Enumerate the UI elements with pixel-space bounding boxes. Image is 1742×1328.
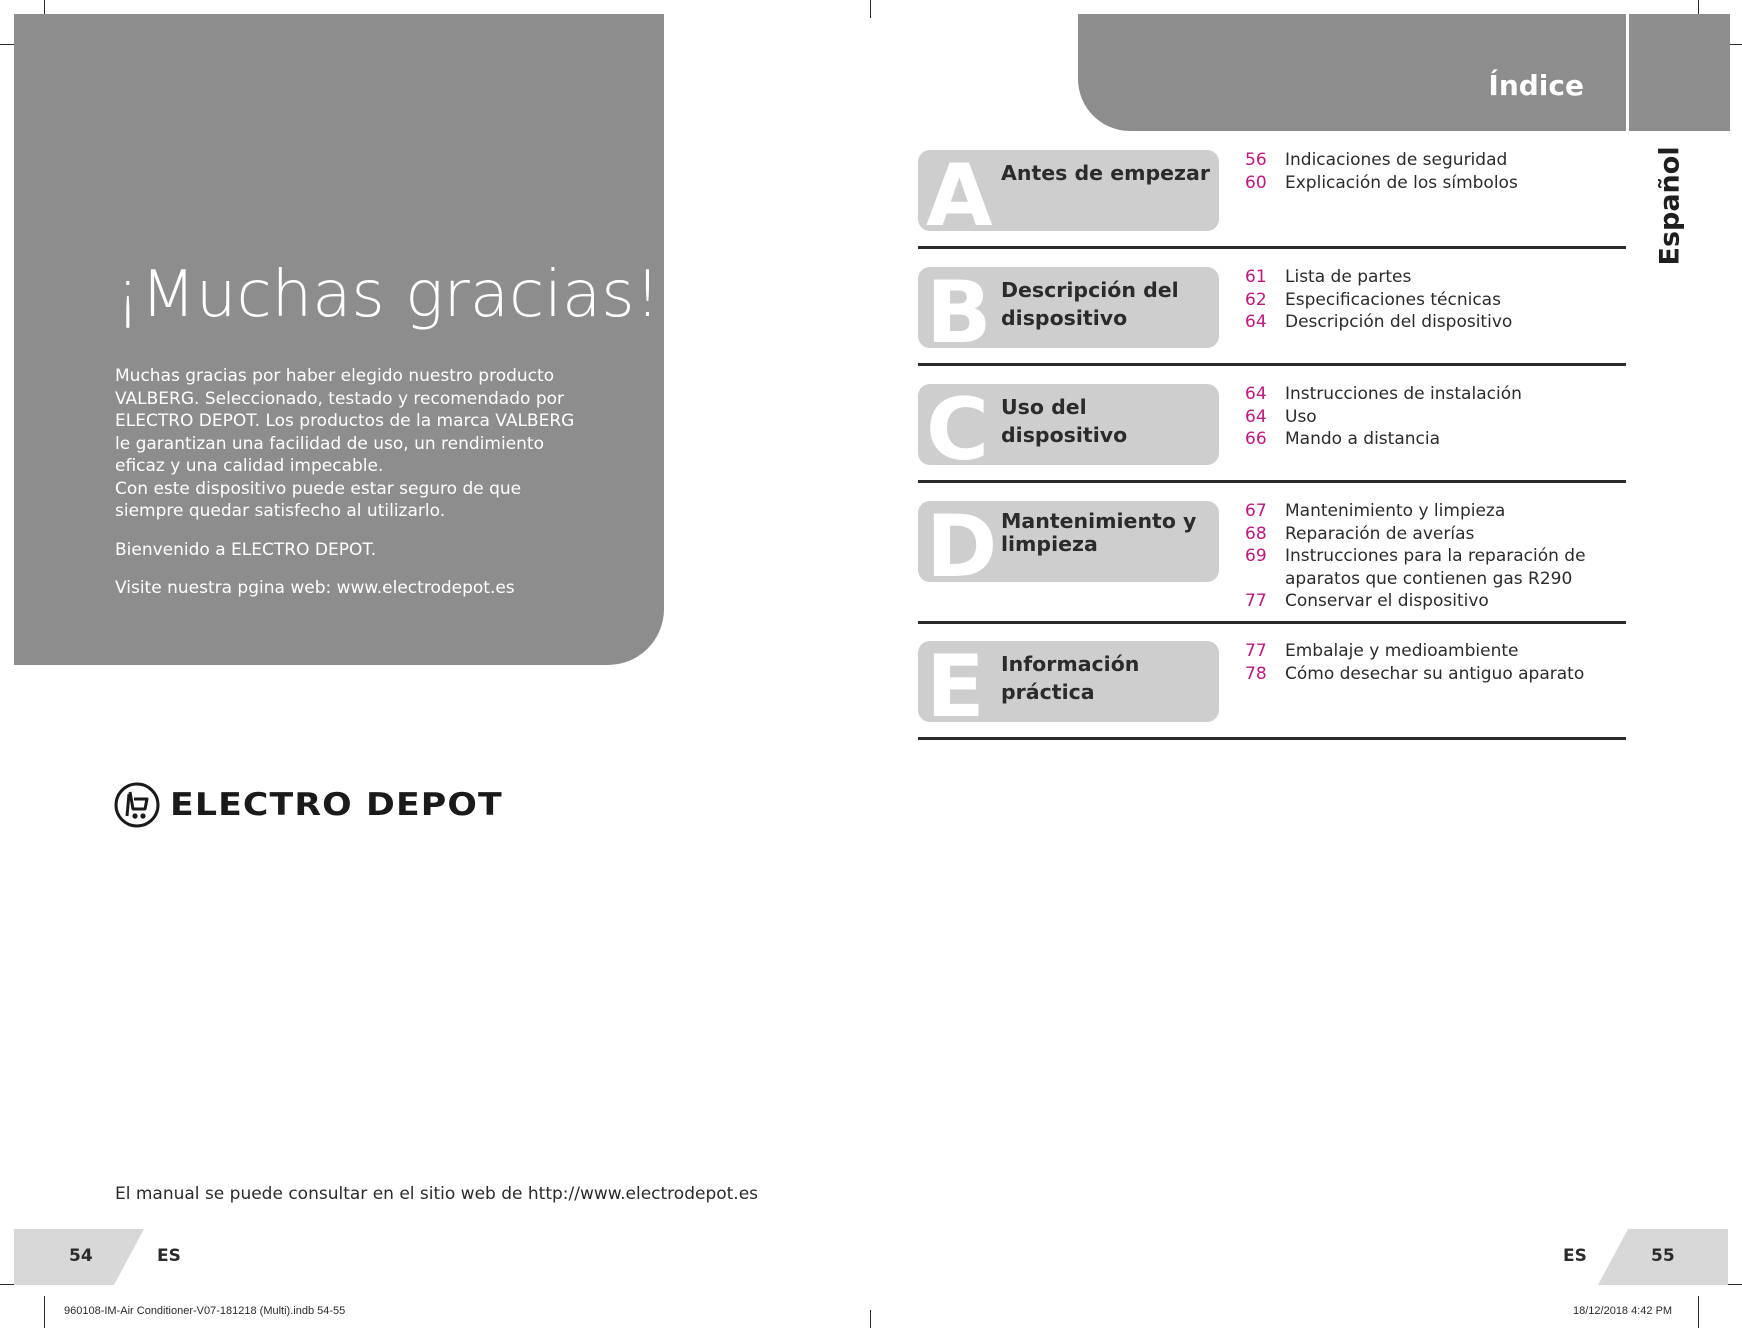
section-letter: D bbox=[926, 501, 998, 582]
toc-page-number: 77 bbox=[1245, 641, 1267, 661]
toc-entry-text: Conservar el dispositivo bbox=[1285, 591, 1489, 611]
toc-entry[interactable] bbox=[1245, 406, 1625, 429]
section-items bbox=[1245, 266, 1625, 334]
section-items bbox=[1245, 383, 1625, 451]
toc-section-c bbox=[918, 384, 1626, 501]
print-timestamp: 18/12/2018 4:42 PM bbox=[1573, 1305, 1673, 1317]
toc-page-number: 64 bbox=[1245, 406, 1267, 427]
section-title: Antes de empezar bbox=[1001, 161, 1210, 185]
section-heading-box bbox=[918, 641, 1219, 722]
language-code-right: ES bbox=[1563, 1246, 1587, 1266]
page-title: ¡Muchas gracias! bbox=[115, 258, 661, 332]
section-letter: C bbox=[926, 384, 990, 465]
toc-page-number: 62 bbox=[1245, 289, 1267, 310]
toc-entry[interactable] bbox=[1245, 500, 1625, 523]
toc-page-number: 68 bbox=[1245, 523, 1267, 544]
toc-entry-text: Mando a distancia bbox=[1285, 429, 1440, 449]
welcome-line: Bienvenido a ELECTRO DEPOT. bbox=[115, 539, 377, 560]
toc-entry[interactable] bbox=[1245, 289, 1625, 312]
intro-paragraph-2: Con este dispositivo puede estar seguro de que siempre quedar satisfecho al utilizarlo. bbox=[115, 478, 522, 521]
toc-entry-text: Lista de partes bbox=[1285, 267, 1412, 287]
toc-page-number: 64 bbox=[1245, 384, 1267, 404]
toc-entry[interactable] bbox=[1245, 383, 1625, 406]
section-heading-box bbox=[918, 267, 1219, 348]
toc-page-number: 64 bbox=[1245, 312, 1267, 332]
toc-page-number: 67 bbox=[1245, 501, 1267, 521]
section-divider bbox=[918, 621, 1626, 624]
section-letter: B bbox=[926, 267, 992, 348]
toc-entry[interactable] bbox=[1245, 545, 1625, 590]
shopping-cart-logo-icon bbox=[114, 782, 160, 828]
toc-entry-text: Uso bbox=[1285, 406, 1317, 427]
toc-entry[interactable] bbox=[1245, 311, 1625, 334]
crop-mark bbox=[870, 0, 871, 18]
section-divider bbox=[918, 246, 1626, 249]
toc-entry[interactable] bbox=[1245, 640, 1625, 663]
toc-section-a bbox=[918, 150, 1626, 267]
website-line: Visite nuestra pgina web: www.electrodepot.es bbox=[115, 578, 515, 598]
section-letter: E bbox=[926, 641, 985, 722]
toc-page-number: 61 bbox=[1245, 267, 1267, 287]
file-slug: 960108-IM-Air Conditioner-V07-181218 (Multi).indb 54-55 bbox=[64, 1305, 346, 1317]
toc-entry-text: Instrucciones para la reparación de aparatos que contienen gas R290 bbox=[1285, 546, 1586, 589]
toc-page-number: 78 bbox=[1245, 663, 1267, 684]
toc-page-number: 77 bbox=[1245, 591, 1267, 611]
toc-entry-text: Descripción del dispositivo bbox=[1285, 312, 1513, 332]
toc-section-d bbox=[918, 501, 1626, 618]
section-items bbox=[1245, 640, 1625, 685]
section-divider bbox=[918, 480, 1626, 483]
toc-entry[interactable] bbox=[1245, 428, 1625, 451]
toc-entry-text: Cómo desechar su antiguo aparato bbox=[1285, 663, 1585, 684]
index-header-panel bbox=[1078, 14, 1626, 131]
crop-mark bbox=[1698, 1296, 1699, 1328]
toc-page-number: 69 bbox=[1245, 546, 1267, 566]
section-heading-box bbox=[918, 501, 1219, 582]
toc-page-number: 60 bbox=[1245, 172, 1267, 193]
header-side-panel bbox=[1629, 14, 1730, 131]
section-title: Mantenimiento y limpieza bbox=[1001, 509, 1197, 556]
crop-mark bbox=[870, 1310, 871, 1328]
welcome-text bbox=[115, 365, 585, 600]
toc-entry-text: Mantenimiento y limpieza bbox=[1285, 501, 1506, 521]
toc-section-e bbox=[918, 641, 1626, 758]
toc-entry-text: Especificaciones técnicas bbox=[1285, 289, 1501, 310]
toc-entry-text: Reparación de averías bbox=[1285, 523, 1475, 544]
toc-entry-text: Instrucciones de instalación bbox=[1285, 384, 1522, 404]
intro-paragraph: Muchas gracias por haber elegido nuestro producto VALBERG. Seleccionado, testado y recomendado por ELECTRO DEPOT. Los productos de la marca VALBERG le garantizan una facilidad de uso, un rendimiento eficaz y una calidad impecable. bbox=[115, 366, 575, 476]
index-title: Índice bbox=[1488, 69, 1584, 102]
toc-section-b bbox=[918, 267, 1626, 384]
toc-entry-text: Explicación de los símbolos bbox=[1285, 172, 1518, 193]
section-divider bbox=[918, 363, 1626, 366]
logo-wordmark: ELECTRO DEPOT bbox=[170, 787, 503, 823]
section-title: Uso del dispositivo bbox=[1001, 395, 1128, 447]
section-title: Descripción del dispositivo bbox=[1001, 278, 1179, 330]
electro-depot-logo bbox=[114, 782, 503, 828]
section-title: Información práctica bbox=[1001, 652, 1140, 704]
toc-page-number: 66 bbox=[1245, 429, 1267, 449]
section-divider bbox=[918, 737, 1626, 740]
page-number-right: 55 bbox=[1651, 1246, 1675, 1266]
section-items bbox=[1245, 149, 1625, 194]
toc-entry[interactable] bbox=[1245, 663, 1625, 686]
section-heading-box bbox=[918, 384, 1219, 465]
section-heading-box bbox=[918, 150, 1219, 231]
crop-mark bbox=[44, 1296, 45, 1328]
toc-entry-text: Indicaciones de seguridad bbox=[1285, 150, 1508, 170]
toc-entry[interactable] bbox=[1245, 590, 1625, 613]
manual-website-note: El manual se puede consultar en el sitio web de http://www.electrodepot.es bbox=[115, 1184, 759, 1204]
page-number-left: 54 bbox=[69, 1246, 93, 1266]
toc-entry[interactable] bbox=[1245, 523, 1625, 546]
toc-entry-text: Embalaje y medioambiente bbox=[1285, 641, 1519, 661]
toc-page-number: 56 bbox=[1245, 150, 1267, 170]
toc-entry[interactable] bbox=[1245, 266, 1625, 289]
language-code-left: ES bbox=[157, 1246, 181, 1266]
toc-entry[interactable] bbox=[1245, 149, 1625, 172]
language-label: Español bbox=[1654, 146, 1686, 266]
section-letter: A bbox=[926, 150, 993, 231]
section-items bbox=[1245, 500, 1625, 613]
toc-entry[interactable] bbox=[1245, 172, 1625, 195]
